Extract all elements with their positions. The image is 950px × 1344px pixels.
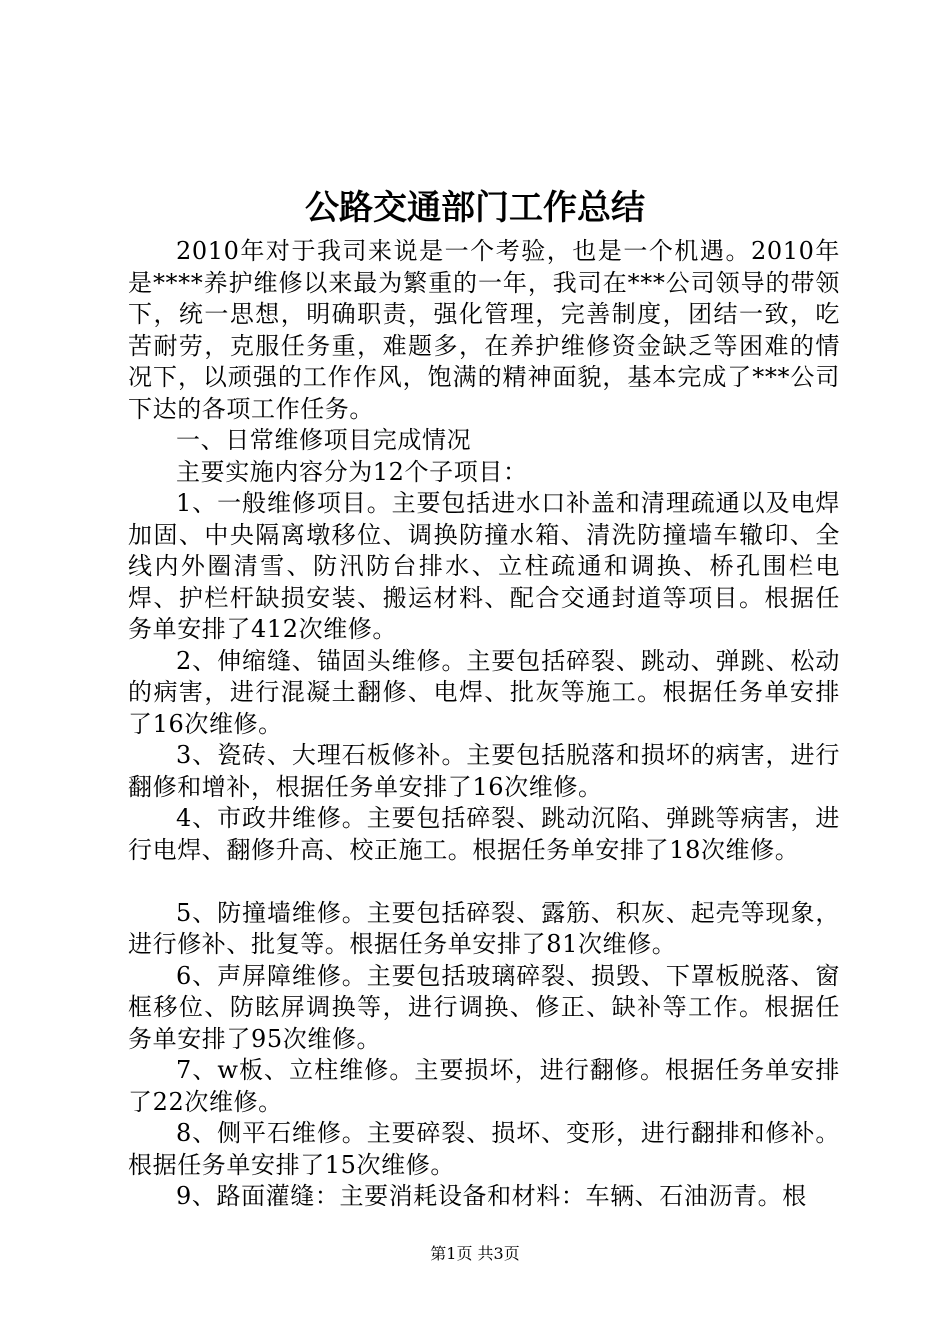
paragraph-item-4: 4、市政井维修。主要包括碎裂、跳动沉陷、弹跳等病害，进行电焊、翻修升高、校正施工。根据任务单安排了18次维修。 bbox=[128, 804, 840, 864]
paragraph-item-5: 5、防撞墙维修。主要包括碎裂、露筋、积灰、起壳等现象，进行修补、批复等。根据任务单安排了81次维修。 bbox=[128, 898, 840, 958]
paragraph-item-9: 9、路面灌缝：主要消耗设备和材料：车辆、石油沥青。根 bbox=[176, 1182, 807, 1210]
paragraph-item-2: 2、伸缩缝、锚固头维修。主要包括碎裂、跳动、弹跳、松动的病害，进行混凝土翻修、电焊、批灰等施工。根据任务单安排了16次维修。 bbox=[128, 646, 840, 738]
section-heading-daily-maintenance: 一、日常维修项目完成情况 bbox=[176, 426, 472, 454]
document-title: 公路交通部门工作总结 bbox=[305, 188, 645, 228]
paragraph-item-1: 1、一般维修项目。主要包括进水口补盖和清理疏通以及电焊加固、中央隔离墩移位、调换防撞水箱、清洗防撞墙车辙印、全线内外圈清雪、防汛防台排水、立柱疏通和调换、桥孔围栏电焊、护栏杆缺损安装、搬运材料、配合交通封道等项目。根据任务单安排了412次维修。 bbox=[128, 489, 840, 643]
paragraph-item-3: 3、瓷砖、大理石板修补。主要包括脱落和损坏的病害，进行翻修和增补，根据任务单安排了16次维修。 bbox=[128, 741, 840, 801]
paragraph-item-7: 7、w板、立柱维修。主要损坏，进行翻修。根据任务单安排了22次维修。 bbox=[128, 1056, 840, 1116]
paragraph-intro: 2010年对于我司来说是一个考验，也是一个机遇。2010年是****养护维修以来最为繁重的一年，我司在***公司领导的带领下，统一思想，明确职责，强化管理，完善制度，团结一致，吃苦耐劳，克服任务重，难题多，在养护维修资金缺乏等困难的情况下，以顽强的工作作风，饱满的精神面貌，基本完成了***公司下达的各项工作任务。 bbox=[128, 237, 840, 423]
page-footer: 第1页 共3页 bbox=[430, 1244, 520, 1263]
paragraph-subprojects-intro: 主要实施内容分为12个子项目： bbox=[176, 457, 528, 486]
paragraph-item-6: 6、声屏障维修。主要包括玻璃碎裂、损毁、下罩板脱落、窗框移位、防眩屏调换等，进行调换、修正、缺补等工作。根据任务单安排了95次维修。 bbox=[128, 961, 840, 1053]
paragraph-item-8: 8、侧平石维修。主要碎裂、损坏、变形，进行翻排和修补。根据任务单安排了15次维修。 bbox=[128, 1119, 840, 1179]
document-body bbox=[128, 236, 840, 1213]
